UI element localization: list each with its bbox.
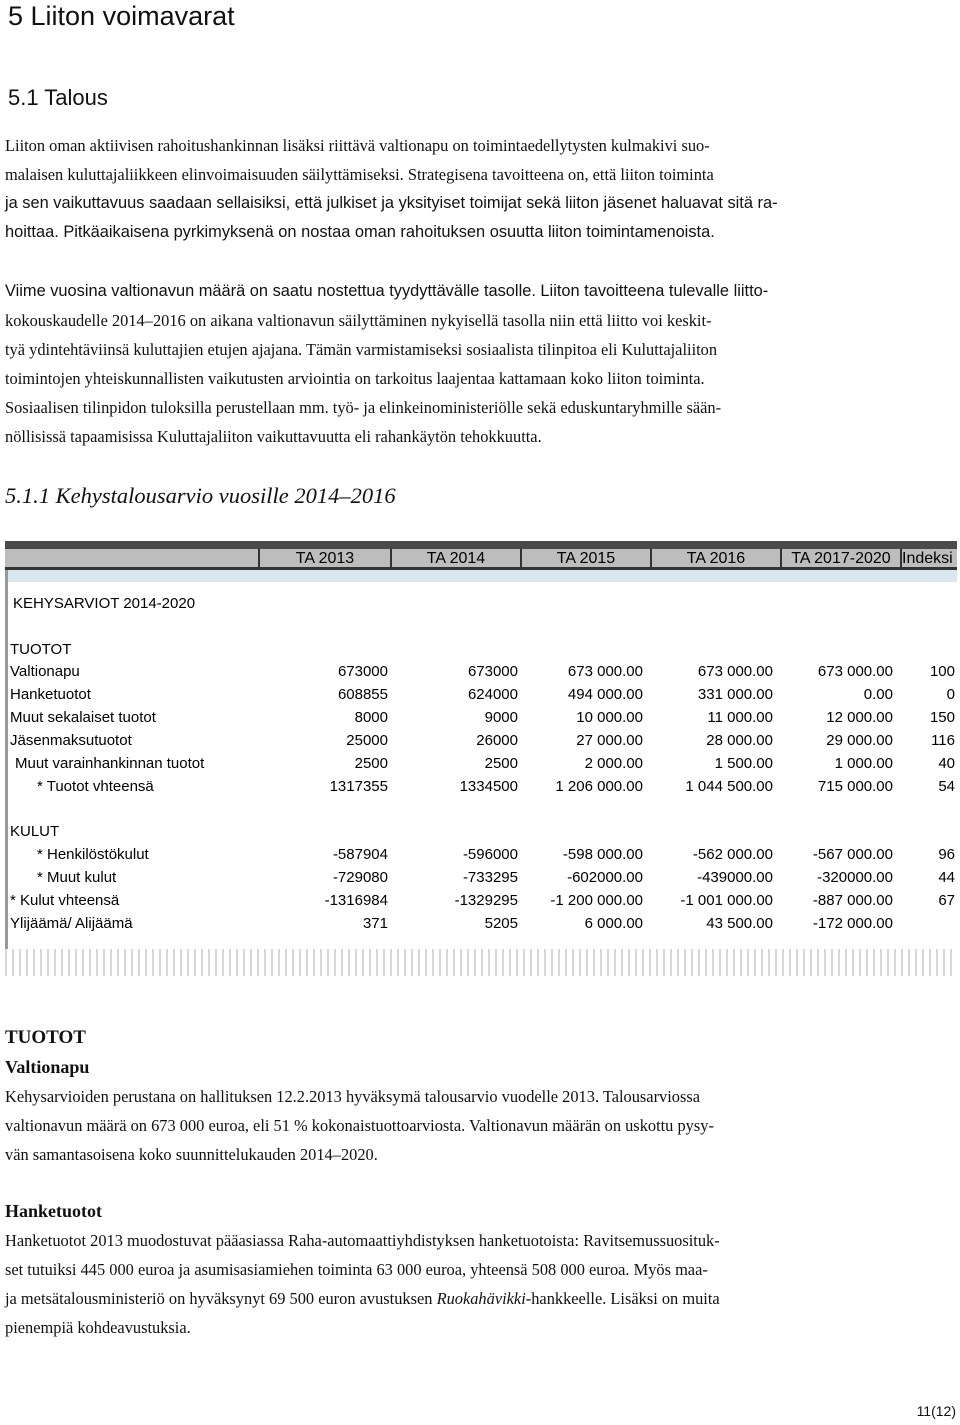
text-line (5, 1284, 955, 1313)
table-cell: 673 000.00 (817, 663, 893, 680)
page-number: 11(12) (916, 1403, 956, 1419)
table-cell: 1 206 000.00 (555, 778, 643, 795)
table-cell: -1 200 000.00 (550, 892, 643, 909)
table-cell: 43 500.00 (706, 915, 773, 932)
header-ta-2014: TA 2014 (390, 549, 520, 567)
sheet-title: KEHYSARVIOT 2014-2020 (13, 595, 196, 612)
row-label-hanketuotot: Hanketuotot (10, 686, 91, 703)
table-cell: -887 000.00 (812, 892, 893, 909)
text-line: Viime vuosina valtionavun määrä on saatu nostettua tyydyttävälle tasolle. Liiton tavoitteena tulevalle liitto- (5, 282, 769, 300)
text-line: Kehysarvioiden perustana on hallituksen 12.2.2013 hyväksymä talousarvio vuodelle 2013. Talousarviossa (5, 1087, 701, 1106)
table-cell: -1316984 (324, 892, 388, 909)
table-cell: 673 000.00 (567, 663, 643, 680)
table-cell: 624000 (467, 686, 518, 703)
table-cell: 673 000.00 (697, 663, 773, 680)
table-cell: 331 000.00 (697, 686, 773, 703)
row-label-muut-sekalaiset: Muut sekalaiset tuotot (10, 709, 156, 726)
text-line: nöllisissä tapaamisissa Kuluttajaliiton vaikuttavuutta eli rahankäytön tehokkuutta. (5, 427, 542, 446)
table-cell: 1334500 (459, 778, 518, 795)
sheet-left-border (5, 570, 8, 976)
hanketuotot-paragraph (5, 1226, 955, 1342)
budget-section-title: 5.1.1 Kehystalousarvio vuosille 2014–2016 (5, 483, 396, 508)
table-cell: -567 000.00 (812, 846, 893, 863)
sheet-separator-bar (5, 570, 957, 582)
table-cell: 29 000.00 (826, 732, 893, 749)
header-ta-2013: TA 2013 (258, 549, 390, 567)
text-line: hoittaa. Pitkäaikaisena pyrkimyksenä on nostaa oman rahoituksen osuutta liiton toimintamenoista. (5, 223, 715, 241)
text-line: ja sen vaikuttavuus saadaan sellaisiksi, että julkiset ja yksityiset toimijat sekä liiton jäsenet haluavat sitä ra- (5, 194, 778, 212)
table-cell: 5205 (484, 915, 518, 932)
table-cell: 9000 (484, 709, 518, 726)
text-line: Sosiaalisen tilinpidon tuloksilla perustellaan mm. työ- ja elinkeinoministeriölle sekä eduskuntaryhmille sään- (5, 398, 722, 417)
header-ta-2016: TA 2016 (650, 549, 780, 567)
table-cell: 44 (938, 869, 955, 886)
table-cell: 673000 (467, 663, 518, 680)
page-heading: 5 Liiton voimavarat (8, 1, 235, 31)
table-cell: 40 (938, 755, 955, 772)
valtionapu-heading: Valtionapu (5, 1057, 90, 1077)
table-cell: -1 001 000.00 (680, 892, 773, 909)
row-label-henkilostokulut: * Henkilöstökulut (37, 846, 149, 863)
text-segment: -hankkeelle. Lisäksi on muita (525, 1289, 720, 1308)
table-cell: 1 044 500.00 (685, 778, 773, 795)
section-heading: 5.1 Talous (8, 85, 108, 110)
table-cell: 96 (938, 846, 955, 863)
table-cell: 673000 (337, 663, 388, 680)
table-cell: 67 (938, 892, 955, 909)
sheet-top-border (5, 541, 957, 549)
table-cell: 0 (946, 686, 955, 703)
table-cell: -562 000.00 (692, 846, 773, 863)
text-line: valtionavun määrä on 673 000 euroa, eli 51 % kokonaistuottoarviosta. Valtionavun määrän on uskottu pysy- (5, 1116, 714, 1135)
table-cell: 2500 (484, 755, 518, 772)
row-label-jasenmaksutuotot: Jäsenmaksutuotot (10, 732, 132, 749)
header-ta-2017-2020: TA 2017-2020 (780, 549, 900, 567)
row-label-muut-kulut: * Muut kulut (37, 869, 117, 886)
text-line: Hanketuotot 2013 muodostuvat pääasiassa Raha-automaattiyhdistyksen hanketuotoista: Ravitsemussuosituk- (5, 1231, 720, 1250)
table-cell: 11 000.00 (707, 709, 773, 726)
tuotot-heading: TUOTOT (5, 1027, 86, 1048)
header-indeksi: Indeksi (900, 549, 957, 567)
funding-paragraph (5, 277, 955, 451)
project-name: Ruokahävikki (436, 1289, 526, 1308)
budget-spreadsheet (5, 541, 957, 976)
table-cell: 1 000.00 (834, 755, 893, 772)
table-cell: 26000 (476, 732, 518, 749)
table-cell: 2500 (354, 755, 388, 772)
table-cell: -598 000.00 (562, 846, 643, 863)
table-cell: 116 (931, 732, 955, 749)
table-cell: 54 (938, 778, 955, 795)
table-cell: -602000.00 (567, 869, 643, 886)
text-line: vän samantasoisena koko suunnittelukauden 2014–2020. (5, 1145, 378, 1164)
table-cell: 27 000.00 (576, 732, 643, 749)
kulut-label: KULUT (10, 823, 60, 840)
table-cell: -729080 (332, 869, 388, 886)
table-cell: 8000 (354, 709, 388, 726)
table-cell: 371 (362, 915, 388, 932)
row-label-tuotot-yhteensa: * Tuotot vhteensä (37, 778, 154, 795)
text-segment: ja metsätalousministeriö on hyväksynyt 69 500 euron avustuksen (5, 1289, 437, 1308)
table-cell: 10 000.00 (576, 709, 643, 726)
table-cell: -587904 (332, 846, 388, 863)
hanketuotot-heading: Hanketuotot (5, 1201, 103, 1221)
intro-paragraph (5, 131, 955, 247)
table-cell: 28 000.00 (706, 732, 773, 749)
table-cell: 2 000.00 (584, 755, 643, 772)
text-line: set tutuiksi 445 000 euroa ja asumisasiamiehen toiminta 63 000 euroa, yhteensä 508 000 euroa. Myös maa- (5, 1260, 708, 1279)
row-label-ylijaama-alijaama: Ylijäämä/ Alijäämä (10, 915, 133, 932)
table-cell: 715 000.00 (817, 778, 893, 795)
table-cell: 608855 (337, 686, 388, 703)
text-line: malaisen kuluttajaliikkeen elinvoimaisuuden säilyttämiseksi. Strategisena tavoitteena on, että liiton toiminta (5, 165, 714, 184)
table-cell: 0.00 (863, 686, 893, 703)
row-label-muut-varainhankinnan: Muut varainhankinnan tuotot (15, 755, 205, 772)
row-label-kulut-yhteensa: * Kulut vhteensä (10, 892, 120, 909)
text-line: pienempiä kohdeavustuksia. (5, 1318, 191, 1337)
table-cell: 1 500.00 (714, 755, 773, 772)
sheet-empty-rows (5, 949, 957, 976)
text-line: kokouskaudelle 2014–2016 on aikana valtionavun säilyttäminen nykyisellä tasolla niin että liitto voi keskit- (5, 311, 712, 330)
text-line: toimintojen yhteiskunnallisten vaikutusten arviointia on tarkoitus laajentaa kattamaan koko liiton toiminta. (5, 369, 705, 388)
text-line: Liiton oman aktiivisen rahoitushankinnan lisäksi riittävä valtionapu on toimintaedellytysten kulmakivi suo- (5, 136, 710, 155)
table-cell: 100 (929, 663, 955, 680)
text-line: tyä ydintehtäviinsä kuluttajien etujen ajajana. Tämän varmistamiseksi sosiaalista tilinpitoa eli Kuluttajaliiton (5, 340, 718, 359)
table-cell: -439000.00 (697, 869, 773, 886)
table-cell: -596000 (462, 846, 518, 863)
table-cell: 12 000.00 (826, 709, 893, 726)
tuotot-label: TUOTOT (10, 641, 72, 658)
table-cell: -172 000.00 (812, 915, 893, 932)
row-label-valtionapu: Valtionapu (10, 663, 80, 680)
table-cell: 6 000.00 (584, 915, 643, 932)
table-cell: 1317355 (329, 778, 388, 795)
table-cell: 25000 (346, 732, 388, 749)
header-ta-2015: TA 2015 (520, 549, 650, 567)
valtionapu-paragraph (5, 1082, 955, 1169)
table-cell: -1329295 (454, 892, 518, 909)
table-cell: -320000.00 (817, 869, 893, 886)
table-cell: 150 (929, 709, 955, 726)
table-cell: 494 000.00 (567, 686, 643, 703)
table-cell: -733295 (462, 869, 518, 886)
